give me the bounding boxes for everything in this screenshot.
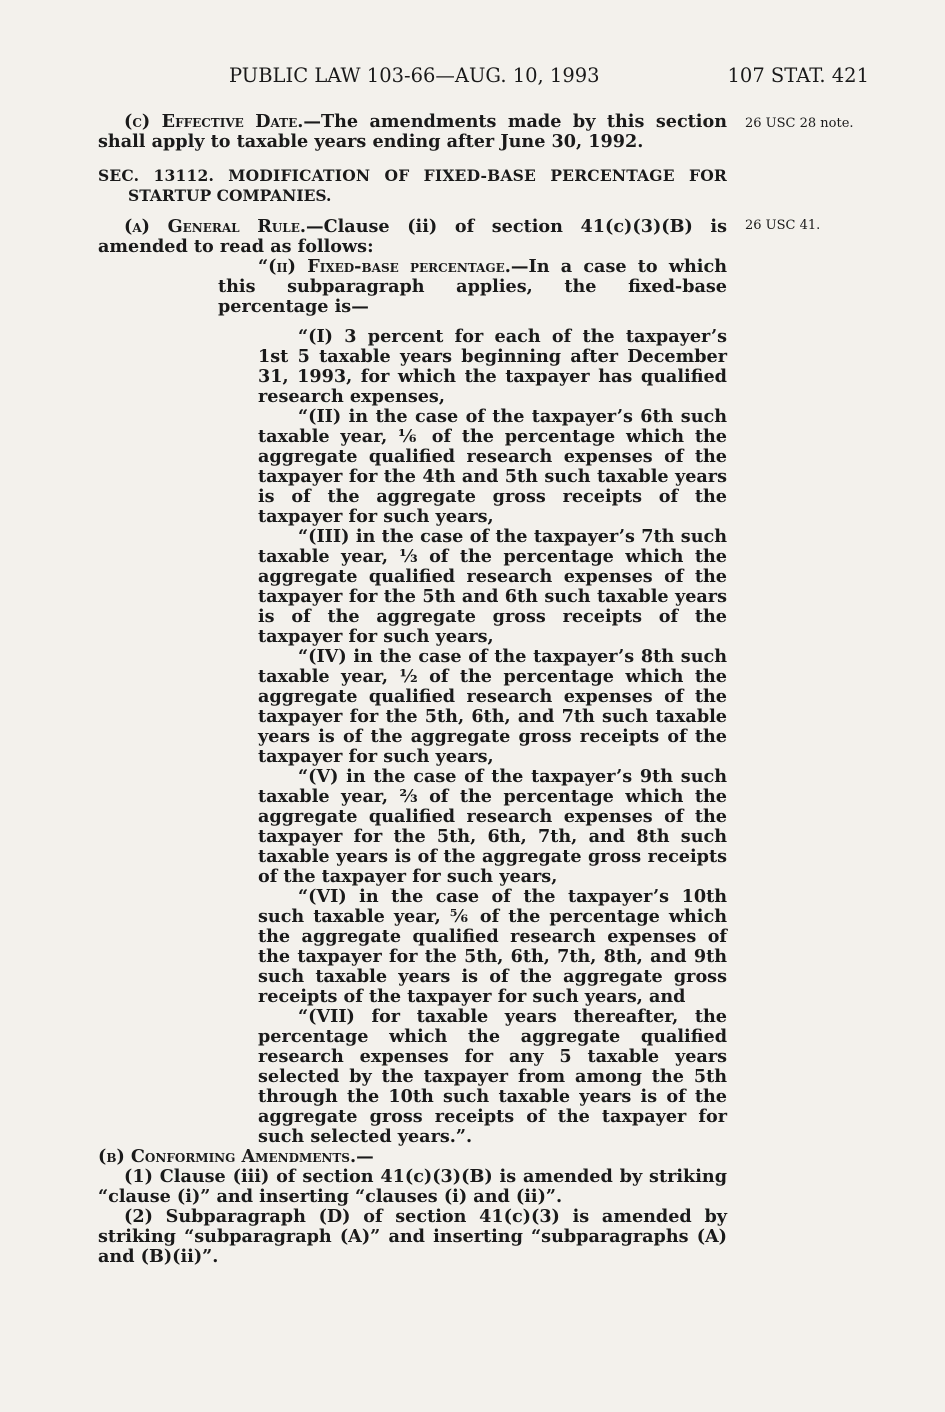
subclause-ii: “(II) in the case of the taxpayer’s 6th such taxable year, ⅙ of the percentage which the aggregate qualified research expenses of the taxpayer for the 4th and 5th such taxable years is of the aggregate gross receipts of the taxpayer for such years, (258, 406, 727, 527)
subclause-vii: “(VII) for taxable years thereafter, the percentage which the aggregate qualified research expenses for any 5 taxable years selected by the taxpayer from among the 5th through the 10th such taxable years is of the aggregate gross receipts of the taxpayer for such selected years.”. (258, 1006, 727, 1147)
subclause-iii: “(III) in the case of the taxpayer’s 7th such taxable year, ⅓ of the percentage which the aggregate qualified research expenses of the taxpayer for the 5th and 6th such taxable years is of the aggregate gross receipts of the taxpayer for such years, (258, 526, 727, 647)
subclause-v: “(V) in the case of the taxpayer’s 9th such taxable year, ⅔ of the percentage which the aggregate qualified research expenses of the taxpayer for the 5th, 6th, 7th, and 8th such taxable years is of the aggregate gross receipts of the taxpayer for such years, (258, 766, 727, 887)
clause-ii-paragraph (98, 257, 727, 317)
conforming-item-1: (1) Clause (iii) of section 41(c)(3)(B) is amended by striking “clause (i)” and inserting “clauses (i) and (ii)”. (98, 1166, 727, 1207)
effective-date-paragraph (98, 112, 727, 152)
section-heading-line2: STARTUP COMPANIES. (128, 186, 332, 205)
general-rule-heading: (a) General Rule. (124, 216, 307, 237)
page-header (229, 64, 869, 94)
section-heading-line1: SEC. 13112. MODIFICATION OF FIXED-BASE PERCENTAGE FOR (98, 166, 727, 185)
margin-note-usc-28: 26 USC 28 note. (745, 116, 854, 131)
subclause-vi: “(VI) in the case of the taxpayer’s 10th such taxable year, ⅚ of the percentage which the aggregate qualified research expenses of the taxpayer for the 5th, 6th, 7th, 8th, and 9th such taxable years is of the aggregate gross receipts of the taxpayer for such years, and (258, 886, 727, 1007)
body-text (98, 112, 727, 1267)
clause-ii-heading: “(ii) Fixed-base percentage. (258, 256, 511, 277)
margin-note-usc-41: 26 USC 41. (745, 218, 821, 233)
conforming-amendments-heading-paragraph (98, 1147, 727, 1167)
conforming-amendments-dash: — (356, 1146, 374, 1167)
conforming-amendments-heading: (b) Conforming Amendments. (98, 1146, 357, 1167)
clause-ii-text: —In a case to which this subparagraph applies, the fixed-base percentage is— (218, 256, 727, 317)
effective-date-text: —The amendments made by this section shall apply to taxable years ending after June 30, 1992. (98, 111, 727, 152)
effective-date-heading: (c) Effective Date. (124, 111, 304, 132)
conforming-item-2: (2) Subparagraph (D) of section 41(c)(3) is amended by striking “subparagraph (A)” and inserting “subparagraphs (A) and (B)(ii)”. (98, 1206, 727, 1267)
header-public-law: PUBLIC LAW 103-66—AUG. 10, 1993 (229, 64, 600, 87)
subclause-i: “(I) 3 percent for each of the taxpayer’s 1st 5 taxable years beginning after December 31, 1993, for which the taxpayer has qualified research expenses, (258, 326, 727, 407)
general-rule-paragraph (98, 217, 727, 257)
header-stat-page: 107 STAT. 421 (727, 64, 869, 87)
subclause-iv: “(IV) in the case of the taxpayer’s 8th such taxable year, ½ of the percentage which the aggregate qualified research expenses of the taxpayer for the 5th, 6th, and 7th such taxable years is of the aggregate gross receipts of the taxpayer for such years, (258, 646, 727, 767)
general-rule-text: —Clause (ii) of section 41(c)(3)(B) is amended to read as follows: (98, 216, 728, 257)
